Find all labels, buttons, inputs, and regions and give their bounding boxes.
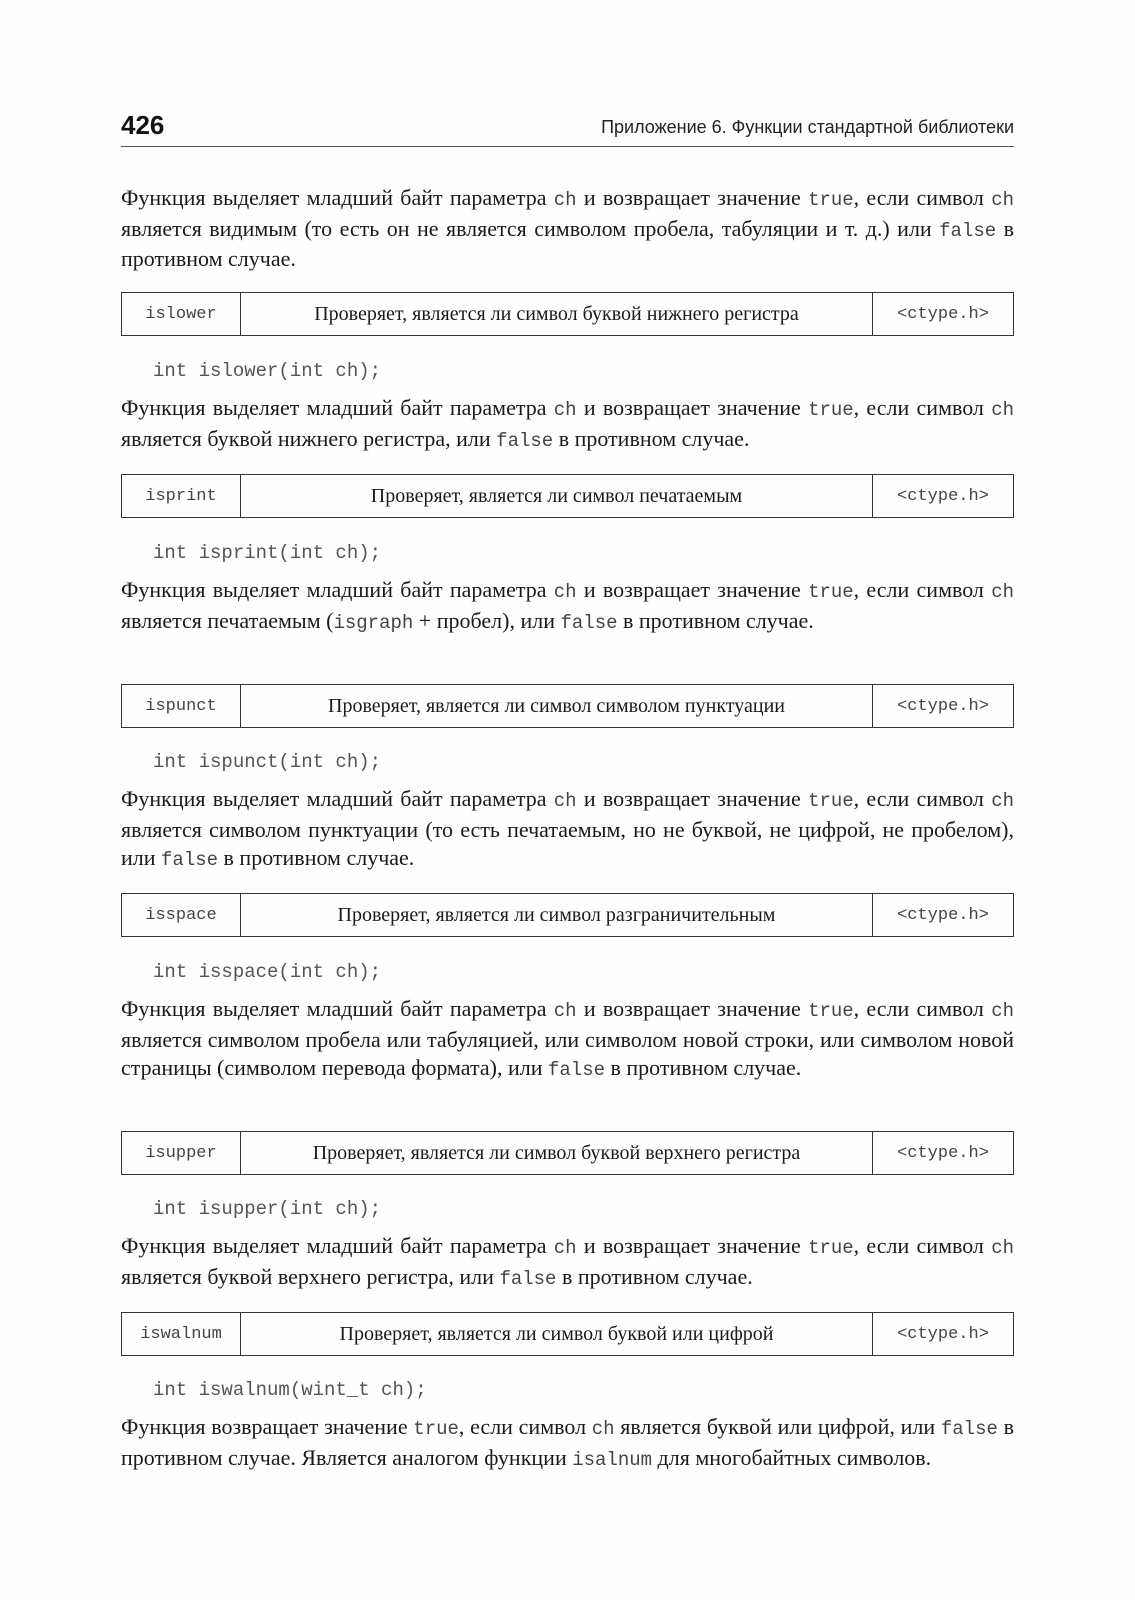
function-table-isprint xyxy=(121,474,1014,518)
function-header-file: <ctype.h> xyxy=(872,685,1013,727)
function-header-file: <ctype.h> xyxy=(872,293,1013,335)
function-description: Проверяет, является ли символ печатаемым xyxy=(370,484,743,507)
function-description: Проверяет, является ли символ буквой верхнего регистра xyxy=(312,1141,801,1164)
function-paragraph: Функция выделяет младший байт параметра ch и возвращает значение true, если символ ch является символом пробела или табуляцией, или символом новой строки, или символом новой страницы (символом перевода формата), или false в противном случае. xyxy=(121,996,1014,1081)
intro-paragraph: Функция выделяет младший байт параметра ch и возвращает значение true, если символ ch является видимым (то есть он не является символом пробела, табуляции и т. д.) или false в противном случае. xyxy=(121,185,1015,271)
function-table-isspace xyxy=(121,893,1014,937)
function-header-file: <ctype.h> xyxy=(872,1132,1013,1174)
function-prototype: int isprint(int ch); xyxy=(153,542,382,564)
function-name: iswalnum xyxy=(122,1313,241,1355)
function-paragraph: Функция выделяет младший байт параметра ch и возвращает значение true, если символ ch является буквой нижнего регистра, или false в противном случае. xyxy=(121,395,1014,452)
page-number: 426 xyxy=(121,110,165,140)
function-prototype: int ispunct(int ch); xyxy=(153,751,382,773)
running-title: Приложение 6. Функции стандартной библиотеки xyxy=(601,117,1014,137)
function-paragraph: Функция выделяет младший байт параметра ch и возвращает значение true, если символ ch является печатаемым (isgraph + пробел), или false в противном случае. xyxy=(121,577,1014,634)
function-paragraph: Функция возвращает значение true, если символ ch является буквой или цифрой, или false в противном случае. Является аналогом функции isalnum для многобайтных символов. xyxy=(121,1414,1014,1471)
function-prototype: int islower(int ch); xyxy=(153,360,382,382)
function-description: Проверяет, является ли символ символом пунктуации xyxy=(328,694,785,717)
function-table-iswalnum xyxy=(121,1312,1014,1356)
function-prototype: int iswalnum(wint_t ch); xyxy=(153,1379,427,1401)
function-paragraph: Функция выделяет младший байт параметра ch и возвращает значение true, если символ ch является буквой верхнего регистра, или false в противном случае. xyxy=(121,1233,1014,1290)
function-paragraph: Функция выделяет младший байт параметра ch и возвращает значение true, если символ ch является символом пунктуации (то есть печатаемым, но не буквой, не цифрой, не пробелом), или false в противном случае. xyxy=(121,786,1014,871)
function-name: isupper xyxy=(122,1132,241,1174)
function-name: islower xyxy=(122,293,241,335)
function-table-isupper xyxy=(121,1131,1014,1175)
function-name: isprint xyxy=(122,475,241,517)
page-header xyxy=(121,108,1014,147)
function-description: Проверяет, является ли символ разграничительным xyxy=(337,903,776,926)
function-header-file: <ctype.h> xyxy=(872,475,1013,517)
function-description: Проверяет, является ли символ буквой нижнего регистра xyxy=(314,302,799,325)
function-prototype: int isspace(int ch); xyxy=(153,961,382,983)
function-prototype: int isupper(int ch); xyxy=(153,1198,382,1220)
function-name: isspace xyxy=(122,894,241,936)
function-description: Проверяет, является ли символ буквой или цифрой xyxy=(339,1322,774,1345)
function-name: ispunct xyxy=(122,685,241,727)
function-table-ispunct xyxy=(121,684,1014,728)
function-header-file: <ctype.h> xyxy=(872,1313,1013,1355)
function-table-islower xyxy=(121,292,1014,336)
function-header-file: <ctype.h> xyxy=(872,894,1013,936)
